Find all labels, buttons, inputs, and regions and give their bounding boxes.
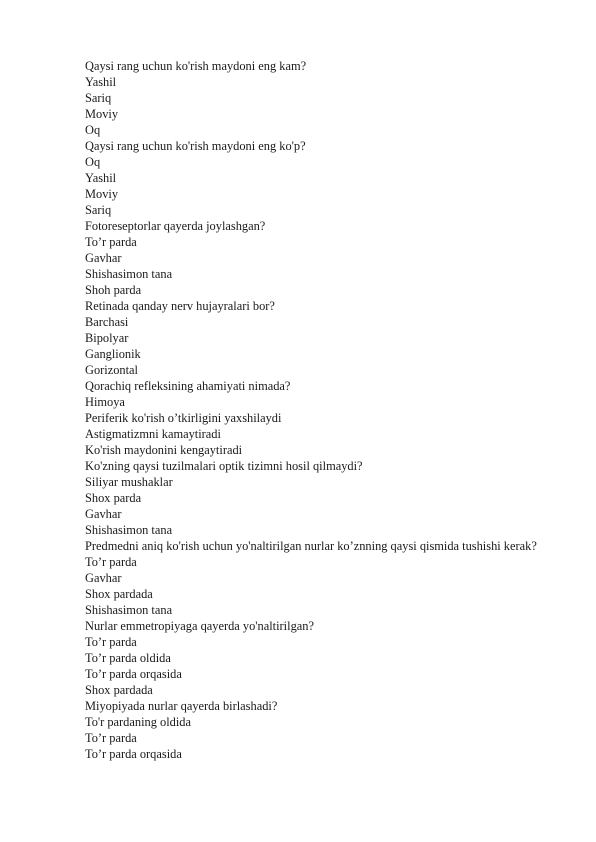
answer-option: Shishasimon tana bbox=[85, 267, 173, 281]
answer-option: Sariq bbox=[85, 91, 112, 105]
answer-option: Oq bbox=[85, 123, 101, 137]
answer-option: Ganglionik bbox=[85, 347, 141, 361]
answer-option: Periferik ko'rish o’tkirligini yaxshilaydi bbox=[85, 411, 282, 425]
answer-option: To’r parda bbox=[85, 235, 137, 249]
answer-option: Bipolyar bbox=[85, 331, 129, 345]
answer-option: Shox pardada bbox=[85, 683, 153, 697]
question-9: Miyopiyada nurlar qayerda birlashadi? bbox=[85, 699, 278, 713]
answer-option: Shishasimon tana bbox=[85, 523, 173, 537]
question-8: Nurlar emmetropiyaga qayerda yo'naltirilgan? bbox=[85, 619, 314, 633]
answer-option: Yashil bbox=[85, 171, 117, 185]
question-5: Qorachiq refleksining ahamiyati nimada? bbox=[85, 379, 291, 393]
answer-option: Shoh parda bbox=[85, 283, 142, 297]
answer-option: Shox pardada bbox=[85, 587, 153, 601]
answer-option: To’r parda bbox=[85, 731, 137, 745]
answer-option: Sariq bbox=[85, 203, 112, 217]
answer-option: To’r parda bbox=[85, 555, 137, 569]
answer-option: To’r parda bbox=[85, 635, 137, 649]
answer-option: Moviy bbox=[85, 107, 119, 121]
answer-option: Gavhar bbox=[85, 571, 122, 585]
question-2: Qaysi rang uchun ko'rish maydoni eng ko'p? bbox=[85, 139, 306, 153]
answer-option: To’r parda orqasida bbox=[85, 747, 182, 761]
answer-option: Shox parda bbox=[85, 491, 142, 505]
question-6: Ko'zning qaysi tuzilmalari optik tizimni hosil qilmaydi? bbox=[85, 459, 363, 473]
document-page bbox=[85, 58, 555, 762]
answer-option: To'r pardaning oldida bbox=[85, 715, 191, 729]
answer-option: Moviy bbox=[85, 187, 119, 201]
answer-option: Shishasimon tana bbox=[85, 603, 173, 617]
question-1: Qaysi rang uchun ko'rish maydoni eng kam? bbox=[85, 59, 307, 73]
answer-option: Gavhar bbox=[85, 507, 122, 521]
answer-option: Oq bbox=[85, 155, 101, 169]
answer-option: Barchasi bbox=[85, 315, 129, 329]
answer-option: Himoya bbox=[85, 395, 125, 409]
question-3: Fotoreseptorlar qayerda joylashgan? bbox=[85, 219, 266, 233]
question-4: Retinada qanday nerv hujayralari bor? bbox=[85, 299, 275, 313]
answer-option: Siliyar mushaklar bbox=[85, 475, 173, 489]
question-7: Predmedni aniq ko'rish uchun yo'naltirilgan nurlar ko’znning qaysi qismida tushishi kerak? bbox=[85, 539, 537, 553]
answer-option: Gorizontal bbox=[85, 363, 138, 377]
answer-option: Gavhar bbox=[85, 251, 122, 265]
answer-option: Yashil bbox=[85, 75, 117, 89]
answer-option: To’r parda oldida bbox=[85, 651, 171, 665]
answer-option: Ko'rish maydonini kengaytiradi bbox=[85, 443, 243, 457]
answer-option: To’r parda orqasida bbox=[85, 667, 182, 681]
answer-option: Astigmatizmni kamaytiradi bbox=[85, 427, 221, 441]
